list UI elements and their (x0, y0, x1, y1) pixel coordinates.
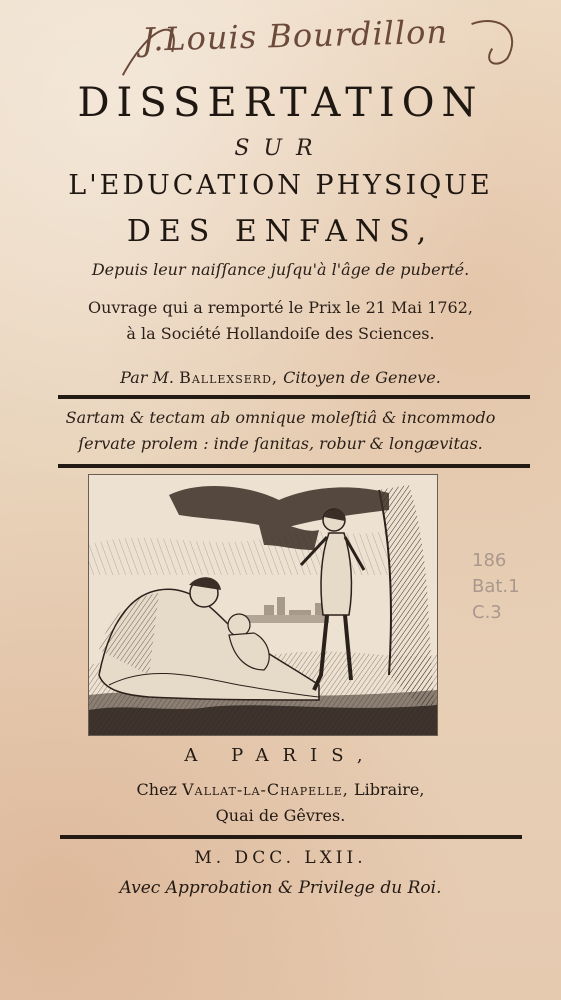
rule-middle (58, 464, 530, 468)
handwritten-signature (111, 3, 533, 84)
signature-text: J.Louis Bourdillon (141, 12, 449, 59)
imprint-place: A PARIS, (184, 745, 377, 766)
pencil-line2: Bat.1 (472, 576, 520, 598)
epigraph-line1: Sartam & tectam ab omnique moleſtiâ & incommodo (65, 408, 496, 427)
engraving-vignette (88, 474, 438, 736)
title-sur: SUR (234, 136, 327, 161)
rule-upper (58, 395, 530, 399)
imprint-publisher (0, 780, 561, 799)
publisher-name: Vallat-la-Chapelle, (182, 780, 349, 799)
subtitle-depuis: Depuis leur naiſſance juſqu'à l'âge de puberté. (91, 260, 470, 279)
epigraph-line2: ſervate prolem : inde ſanitas, robur & longævitas. (78, 434, 483, 453)
pencil-shelfmark (472, 548, 542, 626)
rule-lower (60, 835, 522, 839)
publisher-prefix: Chez (136, 780, 177, 799)
author-line (0, 368, 561, 387)
ouvrage-line2: à la Société Hollandoiſe des Sciences. (126, 324, 435, 343)
imprint-date: M. DCC. LXII. (194, 848, 367, 868)
pencil-line1: 186 (472, 550, 507, 571)
title-line1: L'EDUCATION PHYSIQUE (68, 170, 493, 201)
title-main: DISSERTATION (77, 80, 484, 126)
author-suffix: Citoyen de Geneve. (283, 368, 441, 387)
publisher-suffix: Libraire, (353, 780, 425, 799)
ouvrage-line1: Ouvrage qui a remporté le Prix le 21 Mai 1762, (88, 298, 473, 317)
imprint-privilege: Avec Approbation & Privilege du Roi. (119, 878, 442, 898)
pencil-line3: C.3 (472, 602, 502, 624)
engraving-image (89, 475, 437, 735)
imprint-address: Quai de Gêvres. (215, 806, 346, 825)
title-line2: DES ENFANS, (126, 214, 435, 249)
author-prefix: Par M. (120, 368, 174, 387)
author-name: Ballexserd, (179, 368, 278, 387)
